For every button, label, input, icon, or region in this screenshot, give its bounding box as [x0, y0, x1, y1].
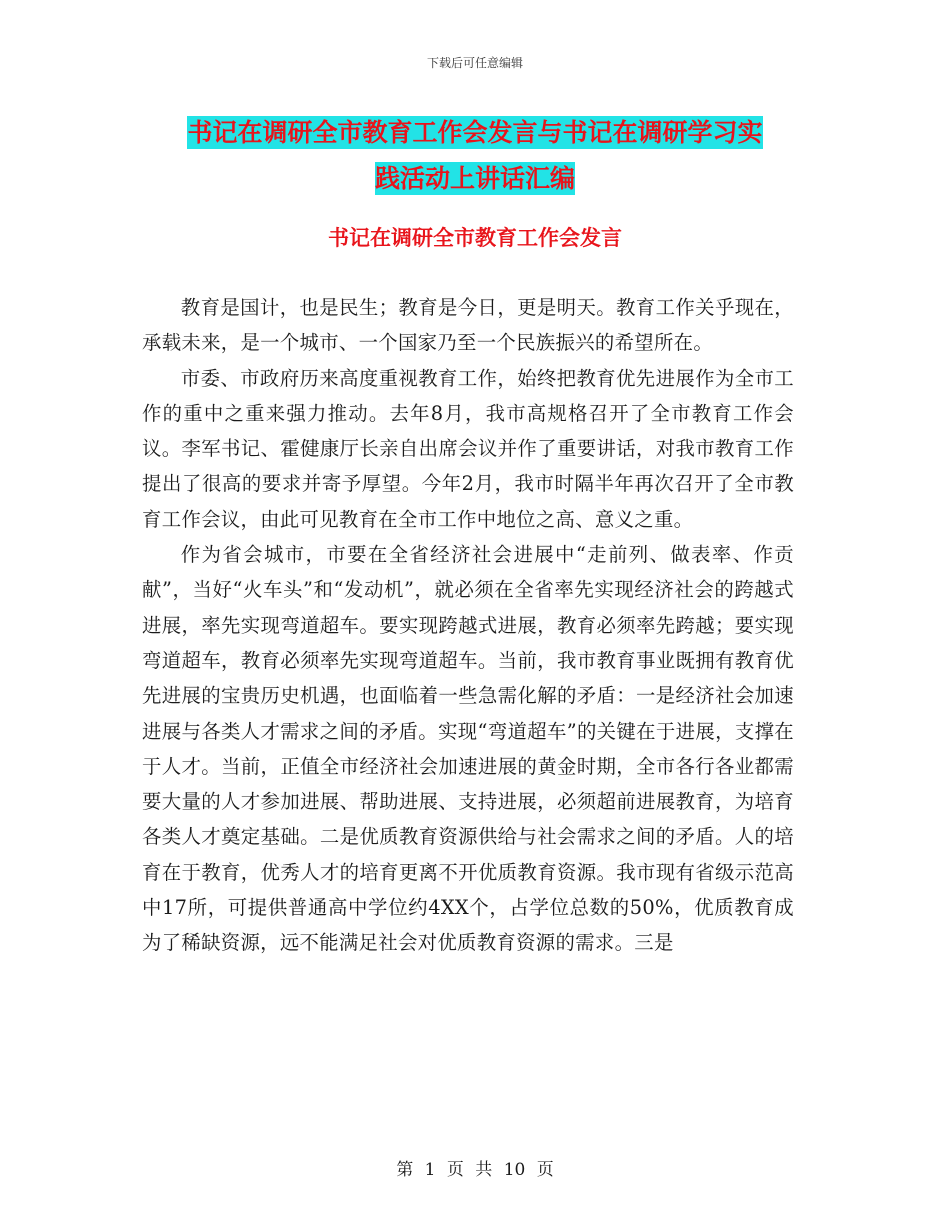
title-line-2: 践活动上讲话汇编: [374, 164, 575, 193]
paragraph: 市委、市政府历来高度重视教育工作，始终把教育优先进展作为全市工作的重中之重来强力推动。去年8月，我市高规格召开了全市教育工作会议。李军书记、霍健康厅长亲自出席会议并作了重要讲话，对我市教育工作提出了很高的要求并寄予厚望。今年2月，我市时隔半年再次召开了全市教育工作会议，由此可见教育在全市工作中地位之高、意义之重。: [142, 366, 794, 531]
section-title: 书记在调研全市教育工作会发言: [328, 226, 622, 250]
body-text: [142, 290, 794, 961]
document-title: [150, 110, 800, 202]
paragraph: 作为省会城市，市要在全省经济社会进展中“走前列、做表率、作贡献”，当好“火车头”和“发动机”，就必须在全省率先实现经济社会的跨越式进展，率先实现弯道超车。要实现跨越式进展，教育必须率先跨越；要实现弯道超车，教育必须率先实现弯道超车。当前，我市教育事业既拥有教育优先进展的宝贵历史机遇，也面临着一些急需化解的矛盾：一是经济社会加速进展与各类人才需求之间的矛盾。实现“弯道超车”的关键在于进展，支撑在于人才。当前，正值全市经济社会加速进展的黄金时期，全市各行各业都需要大量的人才参加进展、帮助进展、支持进展，必须超前进展教育，为培育各类人才奠定基础。二是优质教育资源供给与社会需求之间的矛盾。人的培育在于教育，优秀人才的培育更离不开优质教育资源。我市现有省级示范高中17所，可提供普通高中学位约4XX个，占学位总数的50%，优质教育成为了稀缺资源，远不能满足社会对优质教育资源的需求。三是: [142, 543, 794, 955]
header-note: 下载后可任意编辑: [426, 56, 523, 70]
title-line-1: 书记在调研全市教育工作会发言与书记在调研学习实: [187, 118, 763, 147]
page-footer: 第 1 页 共 10 页: [396, 1160, 554, 1180]
paragraph: 教育是国计，也是民生；教育是今日，更是明天。教育工作关乎现在，承载未来，是一个城市、一个国家乃至一个民族振兴的希望所在。: [142, 296, 794, 355]
